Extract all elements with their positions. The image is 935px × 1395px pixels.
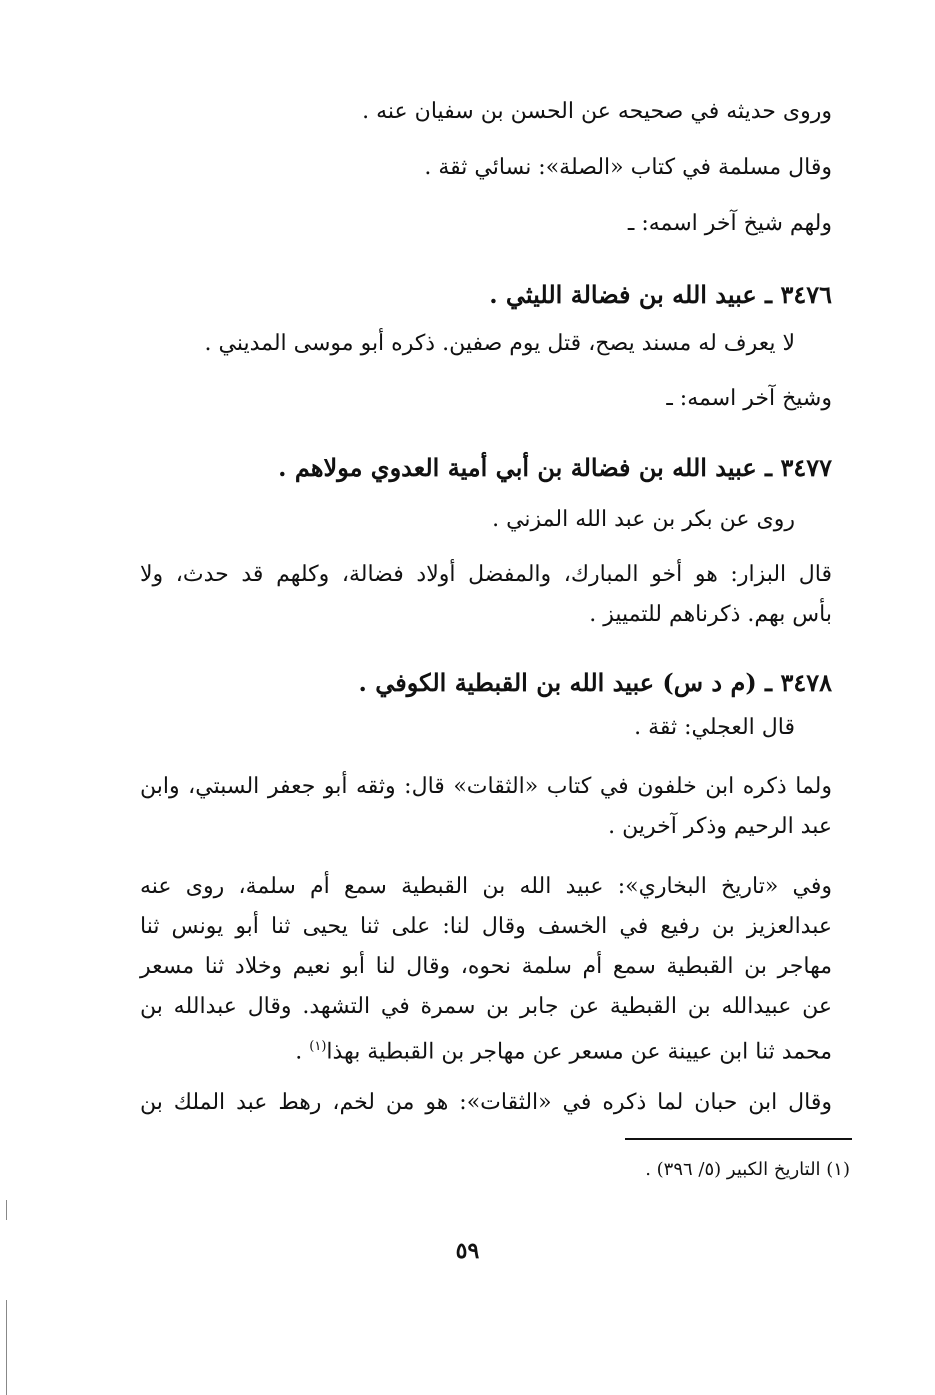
page-number: ٥٩ bbox=[455, 1238, 480, 1264]
text-line: قال العجلي: ثقة . bbox=[634, 715, 795, 740]
footnote-marker: (١) bbox=[309, 1039, 327, 1054]
paragraph-line: عبد الرحيم وذكر آخرين . bbox=[608, 814, 832, 839]
text-line: روى عن بكر بن عبد الله المزني . bbox=[492, 507, 795, 532]
paragraph-line: وقال ابن حبان لما ذكره في «الثقات»: هو من لخم، رهط عبد الملك بن bbox=[140, 1090, 832, 1115]
text-line: وروى حديثه في صحيحه عن الحسن بن سفيان عنه . bbox=[362, 99, 832, 124]
paragraph-line: قال البزار: هو أخو المبارك، والمفضل أولاد فضالة، وكلهم قد حدث، ولا bbox=[140, 562, 832, 587]
text-line: لا يعرف له مسند يصح، قتل يوم صفين. ذكره أبو موسى المديني . bbox=[204, 331, 795, 356]
paragraph-line: عبدالعزيز بن رفيع في الخسف وقال لنا: على ثنا يحيى ثنا أبو يونس ثنا bbox=[140, 914, 832, 939]
margin-line bbox=[6, 1200, 7, 1220]
margin-line bbox=[6, 1300, 7, 1395]
paragraph-line: وفي «تاريخ البخاري»: عبيد الله بن القبطية سمع أم سلمة، روى عنه bbox=[140, 874, 832, 899]
footnote: (١) التاريخ الكبير (٥/ ٣٩٦) . bbox=[645, 1159, 850, 1180]
entry-heading: ٣٤٧٨ ـ (م د س) عبيد الله بن القبطية الكوفي . bbox=[358, 668, 832, 697]
entry-heading: ٣٤٧٦ ـ عبيد الله بن فضالة الليثي . bbox=[489, 280, 832, 309]
text-line: وقال مسلمة في كتاب «الصلة»: نسائي ثقة . bbox=[424, 155, 832, 180]
entry-heading: ٣٤٧٧ ـ عبيد الله بن فضالة بن أبي أمية العدوي مولاهم . bbox=[278, 453, 832, 482]
paragraph-line: عن عبيدالله بن القبطية عن جابر بن سمرة في التشهد. وقال عبدالله بن bbox=[140, 994, 832, 1019]
text-line: ولهم شيخ آخر اسمه: ـ bbox=[627, 211, 832, 236]
paragraph-line: محمد ثنا ابن عيينة عن مسعر عن مهاجر بن القبطية بهذا$^{(١)}$ . bbox=[295, 1039, 832, 1065]
text-line: وشيخ آخر اسمه: ـ bbox=[666, 386, 832, 411]
footnote-divider bbox=[625, 1138, 852, 1140]
paragraph-line: مهاجر بن القبطية سمع أم سلمة نحوه، وقال لنا أبو نعيم وخلاد ثنا مسعر bbox=[140, 954, 832, 979]
paragraph-line: بأس بهم. ذكرناهم للتمييز . bbox=[589, 602, 832, 627]
paragraph-line: ولما ذكره ابن خلفون في كتاب «الثقات» قال: وثقه أبو جعفر السبتي، وابن bbox=[140, 774, 832, 799]
paragraph-line-text: محمد ثنا ابن عيينة عن مسعر عن مهاجر بن القبطية بهذا bbox=[326, 1039, 832, 1065]
